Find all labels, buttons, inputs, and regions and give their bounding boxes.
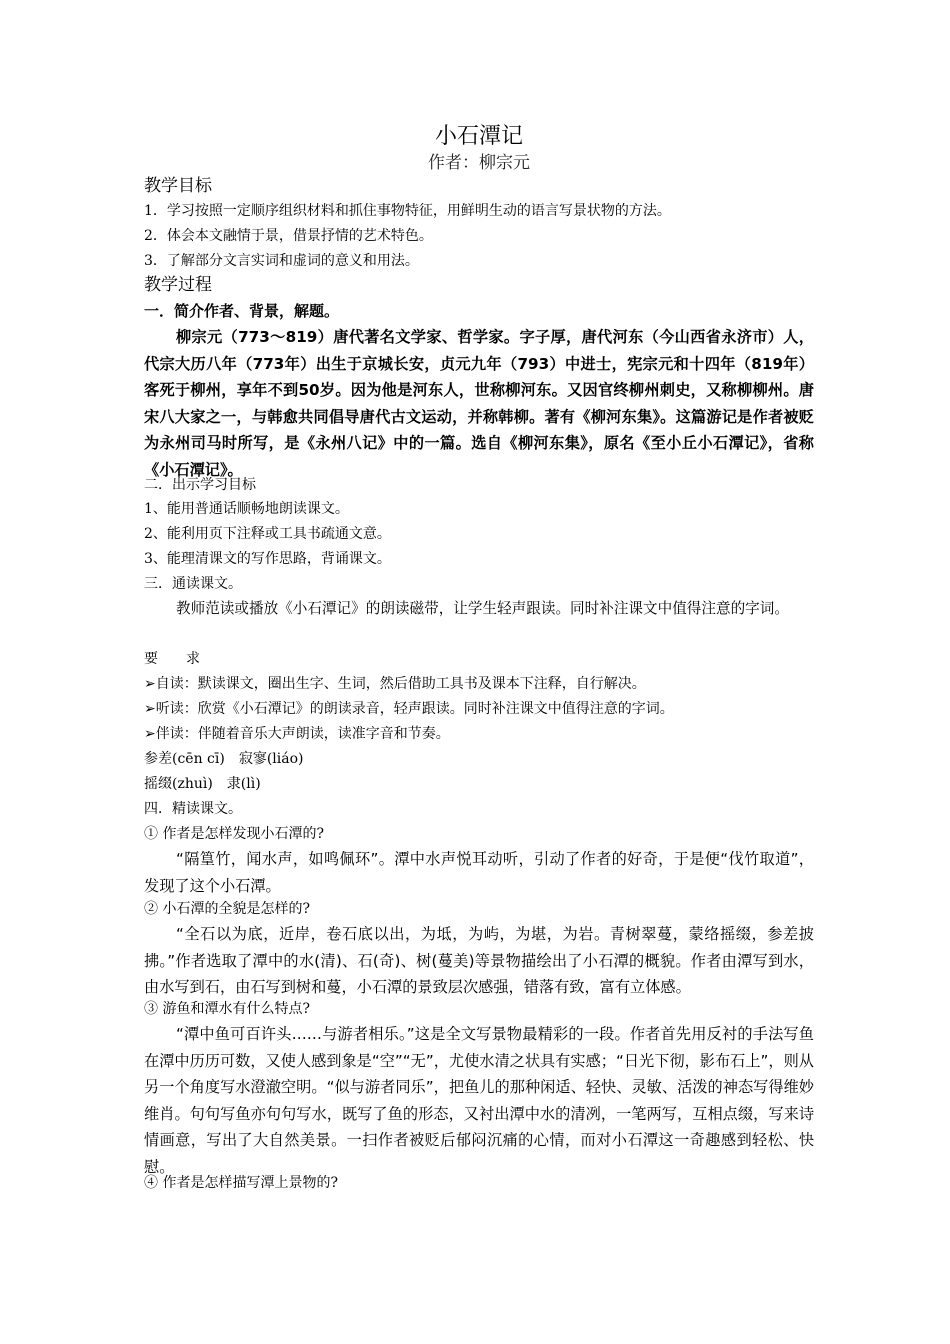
goal-item: 2、能利用页下注释或工具书疏通文意。 xyxy=(144,526,391,542)
answer: “全石以为底，近岸，卷石底以出，为坻，为屿，为堪，为岩。青树翠蔓，蒙络摇缀，参差披拂。”作者选取了潭中的水(清)、石(奇)、树(蔓美)等景物描绘出了小石潭的概貌。作者由潭写到水，由水写到石，由石写到树和蔓，小石潭的景致层次感强，错落有致，富有立体感。 xyxy=(144,925,814,996)
question: ① 作者是怎样发现小石潭的? xyxy=(144,826,324,842)
section-2-title: 二．出示学习目标 xyxy=(144,477,256,493)
process-heading: 教学过程 xyxy=(144,275,212,295)
objective-item: 1．学习按照一定顺序组织材料和抓住事物特征，用鲜明生动的语言写景状物的方法。 xyxy=(144,203,671,219)
objective-item: 2．体会本文融情于景，借景抒情的艺术特色。 xyxy=(144,228,433,244)
goal-item: 1、能用普通话顺畅地朗读课文。 xyxy=(144,501,349,517)
answer: “潭中鱼可百许头……与游者相乐。”这是全文写景物最精彩的一段。作者首先用反衬的手法写鱼在潭中历历可数，又使人感到象是“空”“无”，尤使水清之状具有实感；“日光下彻，影布石上”，则从另一个角度写水澄澈空明。“似与游者同乐”，把鱼儿的那种闲适、轻快、灵敏、活泼的神态写得维妙维肖。句句写鱼亦句句写水，既写了鱼的形态，又衬出潭中水的清冽，一笔两写，互相点缀，写来诗情画意，写出了大自然美景。一扫作者被贬后郁闷沉痛的心情，而对小石潭这一奇趣感到轻松、快慰。 xyxy=(144,1025,814,1176)
page-title: 小石潭记 xyxy=(434,124,523,149)
question: ③ 游鱼和潭水有什么特点? xyxy=(144,1001,310,1017)
objective-item: 3．了解部分文言实词和虚词的意义和用法。 xyxy=(144,253,419,269)
question: ② 小石潭的全貌是怎样的? xyxy=(144,901,310,917)
pronunciation-line: 参差(cēn cī) 寂寥(liáo) xyxy=(144,751,304,767)
pronunciation-line: 摇缀(zhuì) 隶(lì) xyxy=(144,776,261,792)
requirement-item: ➢自读：默读课文，圈出生字、生词，然后借助工具书及课本下注释，自行解决。 xyxy=(144,676,646,692)
author-line: 作者：柳宗元 xyxy=(428,153,530,173)
section-4-title: 四．精读课文。 xyxy=(144,801,242,817)
objectives-heading: 教学目标 xyxy=(144,176,212,196)
question: ④ 作者是怎样描写潭上景物的? xyxy=(144,1175,338,1191)
section-1-paragraph: 柳宗元（773～819）唐代著名文学家、哲学家。字子厚，唐代河东（今山西省永济市）人，代宗大历八年（773年）出生于京城长安，贞元九年（793）中进士，宪宗元和十四年（819年）客死于柳州，享年不到50岁。因为他是河东人，世称柳河东。又因官终柳州刺史，又称柳柳州。唐宋八大家之一，与韩愈共同倡导唐代古文运动，并称韩柳。著有《柳河东集》。这篇游记是作者被贬为永州司马时所写，是《永州八记》中的一篇。选自《柳河东集》，原名《至小丘小石潭记》，省称《小石潭记》。 xyxy=(144,328,814,479)
goal-item: 3、能理清课文的写作思路，背诵课文。 xyxy=(144,551,391,567)
section-3-paragraph: 教师范读或播放《小石潭记》的朗读磁带，让学生轻声跟读。同时补注课文中值得注意的字词。 xyxy=(176,600,789,617)
section-3-title: 三．通读课文。 xyxy=(144,576,242,592)
section-1-title: 一．简介作者、背景，解题。 xyxy=(144,302,340,320)
answer: “隔篁竹，闻水声，如鸣佩环”。潭中水声悦耳动听，引动了作者的好奇，于是便“伐竹取道”，发现了这个小石潭。 xyxy=(144,850,814,895)
requirement-item: ➢伴读：伴随着音乐大声朗读，读准字音和节奏。 xyxy=(144,726,450,742)
requirements-label: 要 求 xyxy=(144,651,200,667)
requirement-item: ➢听读：欣赏《小石潭记》的朗读录音，轻声跟读。同时补注课文中值得注意的字词。 xyxy=(144,701,674,717)
